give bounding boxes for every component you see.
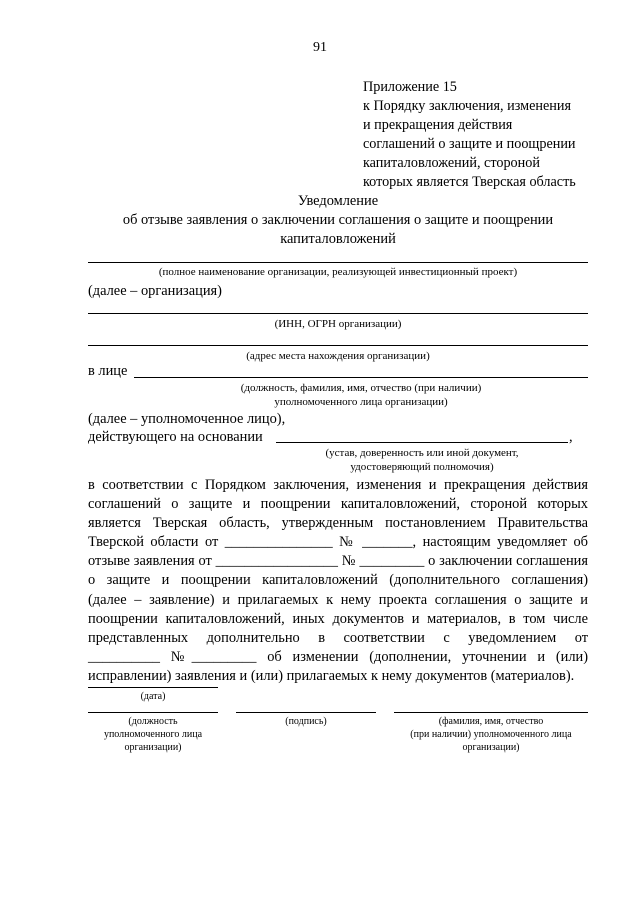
position-caption: уполномоченного лица организации): [274, 396, 448, 408]
name-sign-caption: [394, 715, 588, 754]
appendix-line: и прекращения действия: [363, 117, 513, 133]
body-line: отзыве заявления от _________________ № _________ о заключении соглашения: [88, 553, 588, 570]
caption-line: уполномоченного лица: [103, 729, 203, 740]
signature-line: [236, 712, 376, 713]
inn-line: [88, 313, 588, 314]
body-line: в соответствии с Порядком заключения, изменения и прекращения действия: [88, 477, 588, 493]
hereinafter-org: (далее – организация): [88, 283, 222, 299]
hereinafter-person: (далее – уполномоченное лицо),: [88, 411, 286, 427]
appendix-line: соглашений о защите и поощрении: [363, 136, 576, 152]
address-caption: (адрес места нахождения организации): [246, 350, 430, 362]
body-line: о защите и поощрении капиталовложений (дополнительного соглашения): [88, 572, 588, 589]
caption-line: (при наличии) уполномоченного лица: [410, 729, 572, 740]
title-main: Уведомление: [297, 193, 379, 209]
in-person-line: [134, 377, 588, 378]
title-sub: об отзыве заявления о заключении соглашения о защите и поощрении: [122, 212, 554, 228]
caption-line: организации): [462, 742, 520, 753]
position-sign-caption: [88, 715, 218, 754]
caption-line: (должность: [128, 716, 178, 727]
date-line: [88, 687, 218, 688]
in-person-label: в лице: [88, 363, 128, 379]
body-line: Тверской области от _______________ № _______, настоящим уведомляет об: [88, 534, 588, 551]
org-name-caption: (полное наименование организации, реализующей инвестиционный проект): [158, 266, 518, 278]
org-name-line: [88, 262, 588, 263]
body-paragraph: [88, 476, 588, 686]
acting-basis-end: ,: [569, 429, 573, 445]
signature-caption: (подпись): [285, 716, 327, 727]
body-line: представленных дополнительно в соответствии с уведомлением от: [88, 629, 588, 646]
inn-caption: (ИНН, ОГРН организации): [274, 318, 402, 330]
appendix-line: Приложение 15: [363, 79, 457, 95]
document-title: [88, 192, 588, 249]
appendix-line: которых является Тверская область: [363, 174, 576, 190]
body-line: (далее – заявление) и прилагаемых к нему проекта соглашения о защите и: [88, 591, 588, 608]
appendix-line: капиталовложений, стороной: [363, 155, 540, 171]
body-line: поощрении капиталовложений, иных документов и материалов, в том числе: [88, 610, 588, 627]
body-line: является Тверская область, утвержденным постановлением Правительства: [88, 515, 588, 532]
caption-line: организации): [124, 742, 182, 753]
date-caption: (дата): [140, 691, 166, 702]
position-sign-line: [88, 712, 218, 713]
address-line: [88, 345, 588, 346]
body-line: соглашений о защите и поощрении капиталовложений, стороной которых: [88, 496, 588, 513]
basis-caption: удостоверяющий полномочия): [350, 461, 494, 473]
caption-line: (фамилия, имя, отчество: [438, 716, 544, 727]
appendix-block: [363, 78, 603, 192]
position-caption: (должность, фамилия, имя, отчество (при наличии): [240, 382, 482, 394]
acting-basis-line: [276, 442, 568, 443]
acting-basis-label: действующего на основании: [88, 429, 263, 445]
name-sign-line: [394, 712, 588, 713]
body-line: исправлении) заявления и (или) прилагаемых к нему документов (материалов).: [88, 667, 575, 684]
title-sub: капиталовложений: [280, 231, 396, 247]
appendix-line: к Порядку заключения, изменения: [363, 98, 571, 114]
body-line: __________ №_________ об изменении (дополнении, уточнении и (или): [88, 648, 588, 665]
basis-caption: (устав, доверенность или иной документ,: [325, 447, 519, 459]
page-number: 91: [313, 40, 327, 55]
